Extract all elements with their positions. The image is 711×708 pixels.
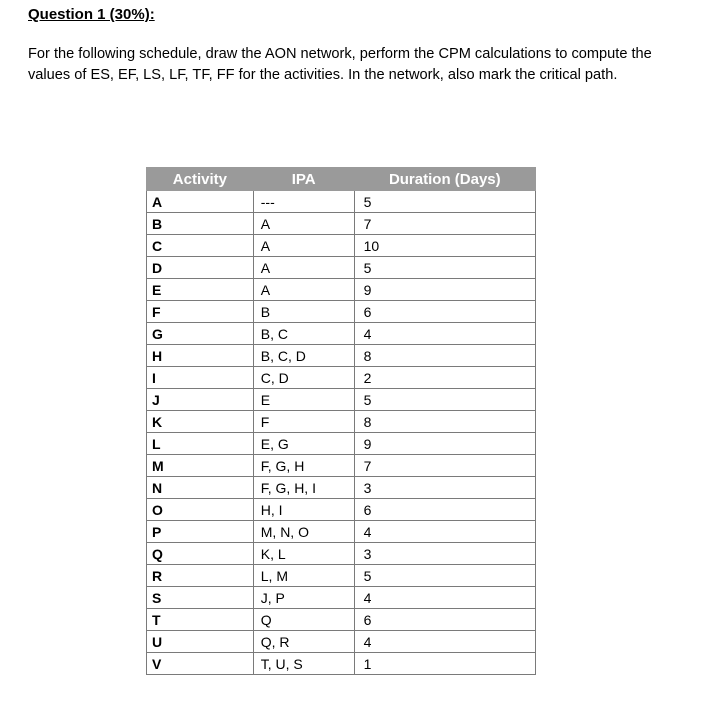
table-row <box>147 367 536 389</box>
activity-cell: B <box>147 213 254 235</box>
ipa-cell: --- <box>253 191 354 213</box>
duration-cell: 7 <box>354 213 535 235</box>
table-row <box>147 433 536 455</box>
duration-cell: 7 <box>354 455 535 477</box>
table-header-row <box>147 168 536 191</box>
duration-cell: 9 <box>354 433 535 455</box>
ipa-cell: B, C, D <box>253 345 354 367</box>
ipa-cell: C, D <box>253 367 354 389</box>
activity-cell: T <box>147 609 254 631</box>
activity-cell: R <box>147 565 254 587</box>
duration-cell: 8 <box>354 345 535 367</box>
ipa-cell: T, U, S <box>253 653 354 675</box>
table-row <box>147 345 536 367</box>
activity-cell: P <box>147 521 254 543</box>
table-row <box>147 213 536 235</box>
ipa-cell: Q, R <box>253 631 354 653</box>
duration-cell: 5 <box>354 257 535 279</box>
activity-cell: N <box>147 477 254 499</box>
schedule-table <box>146 167 536 675</box>
ipa-cell: E <box>253 389 354 411</box>
question-prompt: For the following schedule, draw the AON network, perform the CPM calculations to compute the values of ES, EF, LS, LF, TF, FF for the activities. In the network, also mark the critical path. <box>28 46 652 83</box>
activity-cell: F <box>147 301 254 323</box>
table-row <box>147 653 536 675</box>
ipa-cell: H, I <box>253 499 354 521</box>
table-row <box>147 521 536 543</box>
duration-cell: 4 <box>354 631 535 653</box>
duration-cell: 4 <box>354 587 535 609</box>
ipa-cell: A <box>253 257 354 279</box>
duration-cell: 3 <box>354 543 535 565</box>
duration-cell: 4 <box>354 323 535 345</box>
table-row <box>147 323 536 345</box>
ipa-cell: M, N, O <box>253 521 354 543</box>
header-ipa: IPA <box>253 168 354 191</box>
ipa-cell: K, L <box>253 543 354 565</box>
table-body <box>147 191 536 675</box>
question-heading: Question 1 (30%): <box>28 6 155 23</box>
ipa-cell: F <box>253 411 354 433</box>
table-row <box>147 543 536 565</box>
activity-cell: H <box>147 345 254 367</box>
table-row <box>147 257 536 279</box>
activity-cell: J <box>147 389 254 411</box>
duration-cell: 1 <box>354 653 535 675</box>
ipa-cell: A <box>253 213 354 235</box>
table-row <box>147 499 536 521</box>
activity-cell: U <box>147 631 254 653</box>
ipa-cell: Q <box>253 609 354 631</box>
header-activity: Activity <box>147 168 254 191</box>
duration-cell: 4 <box>354 521 535 543</box>
duration-cell: 2 <box>354 367 535 389</box>
duration-cell: 6 <box>354 609 535 631</box>
header-duration: Duration (Days) <box>354 168 535 191</box>
table-row <box>147 565 536 587</box>
activity-cell: K <box>147 411 254 433</box>
activity-cell: I <box>147 367 254 389</box>
table-row <box>147 587 536 609</box>
table-row <box>147 301 536 323</box>
activity-cell: Q <box>147 543 254 565</box>
table-row <box>147 191 536 213</box>
ipa-cell: A <box>253 279 354 301</box>
ipa-cell: J, P <box>253 587 354 609</box>
activity-cell: A <box>147 191 254 213</box>
table-row <box>147 609 536 631</box>
ipa-cell: L, M <box>253 565 354 587</box>
duration-cell: 5 <box>354 191 535 213</box>
duration-cell: 9 <box>354 279 535 301</box>
table-row <box>147 411 536 433</box>
activity-cell: D <box>147 257 254 279</box>
duration-cell: 10 <box>354 235 535 257</box>
table-row <box>147 235 536 257</box>
activity-cell: M <box>147 455 254 477</box>
ipa-cell: B, C <box>253 323 354 345</box>
duration-cell: 6 <box>354 499 535 521</box>
activity-cell: G <box>147 323 254 345</box>
activity-cell: V <box>147 653 254 675</box>
ipa-cell: E, G <box>253 433 354 455</box>
ipa-cell: B <box>253 301 354 323</box>
duration-cell: 8 <box>354 411 535 433</box>
ipa-cell: A <box>253 235 354 257</box>
ipa-cell: F, G, H <box>253 455 354 477</box>
duration-cell: 3 <box>354 477 535 499</box>
table-row <box>147 477 536 499</box>
table-row <box>147 455 536 477</box>
table-row <box>147 279 536 301</box>
activity-cell: O <box>147 499 254 521</box>
activity-cell: L <box>147 433 254 455</box>
activity-cell: C <box>147 235 254 257</box>
duration-cell: 5 <box>354 565 535 587</box>
duration-cell: 6 <box>354 301 535 323</box>
table-row <box>147 631 536 653</box>
activity-cell: E <box>147 279 254 301</box>
ipa-cell: F, G, H, I <box>253 477 354 499</box>
activity-cell: S <box>147 587 254 609</box>
duration-cell: 5 <box>354 389 535 411</box>
table-row <box>147 389 536 411</box>
